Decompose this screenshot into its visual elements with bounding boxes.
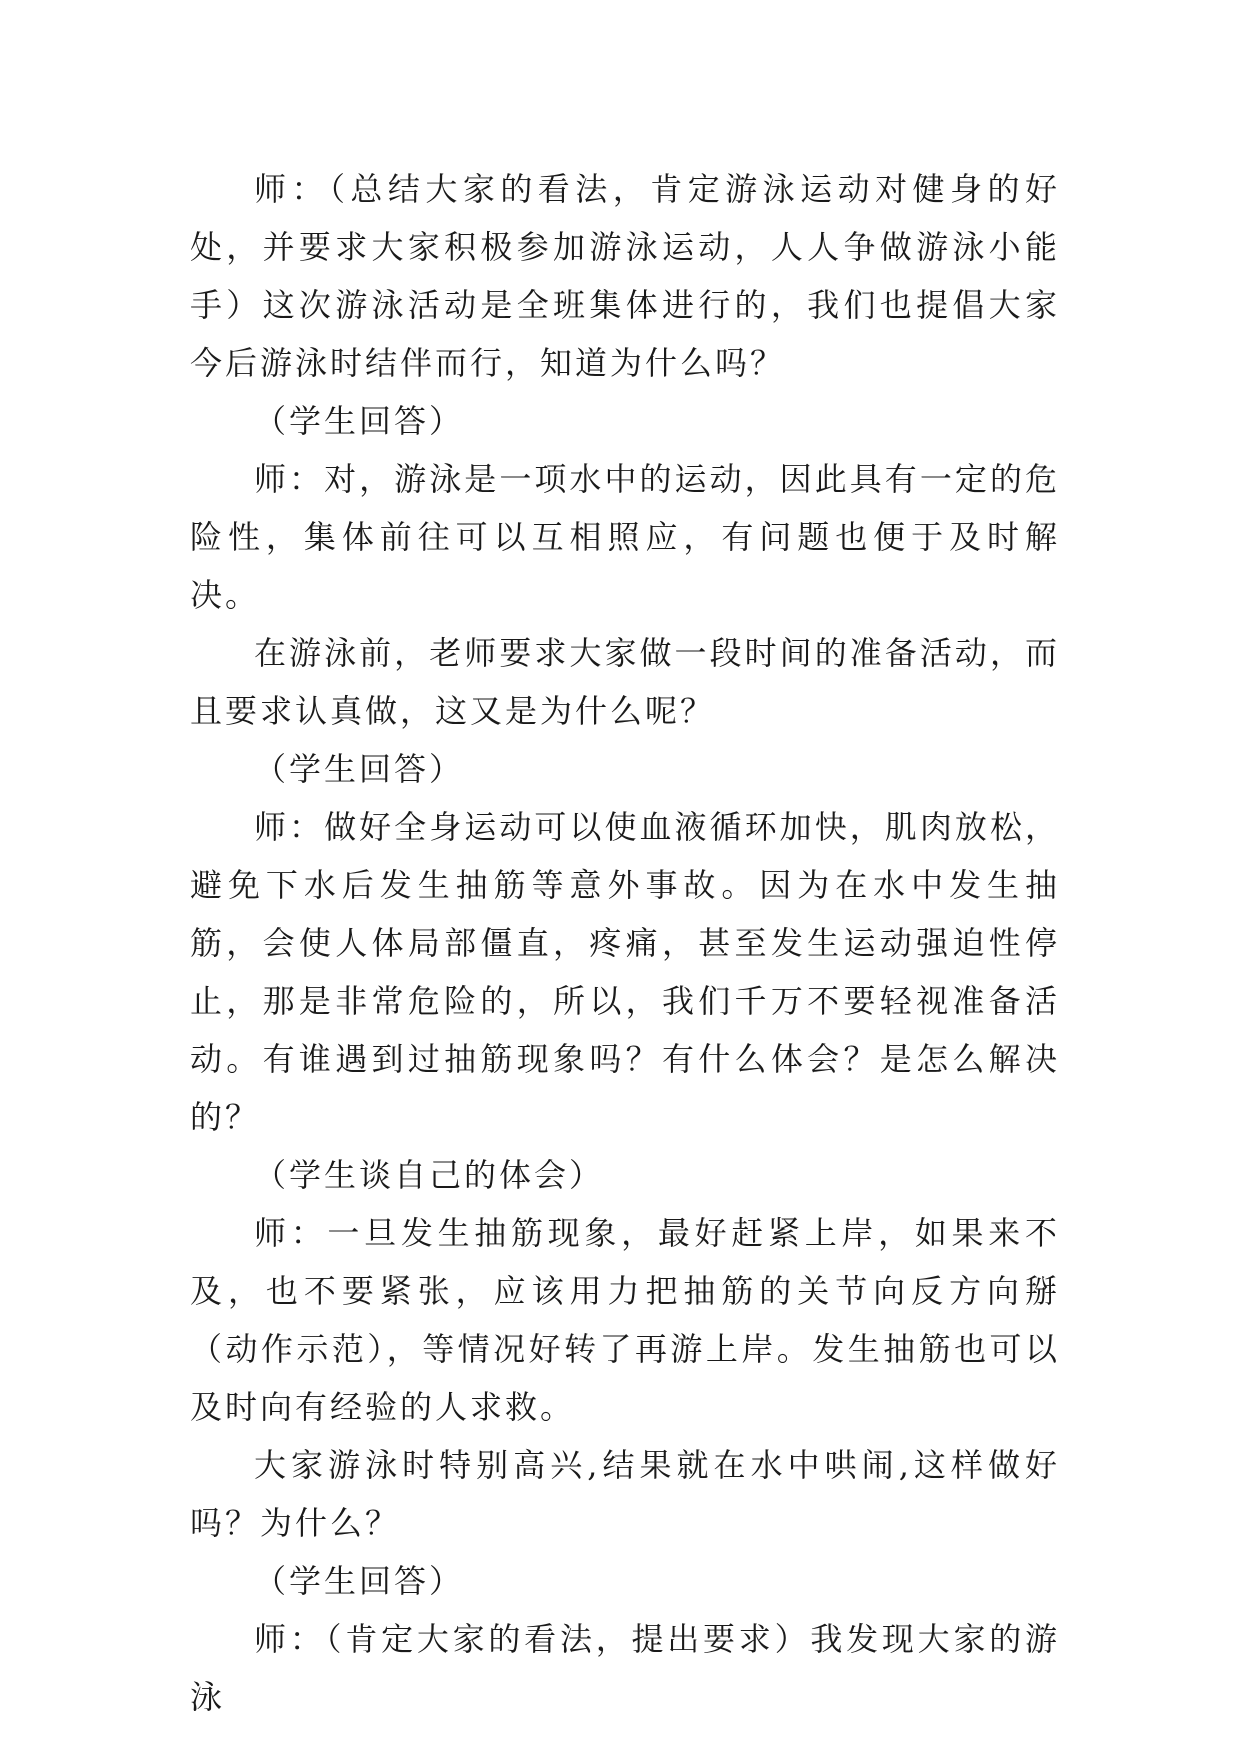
paragraph-teacher-danger: 师：对，游泳是一项水中的运动，因此具有一定的危险性，集体前往可以互相照应，有问题也便于及时解决。 (190, 460, 1060, 614)
paragraph-teacher-summary: 师：（总结大家的看法，肯定游泳运动对健身的好处，并要求大家积极参加游泳运动，人人争做游泳小能手）这次游泳活动是全班集体进行的，我们也提倡大家今后游泳时结伴而行，知道为什么吗？ (190, 170, 1060, 382)
paragraph-student-answer: （学生回答） (254, 1562, 465, 1600)
paragraph-teacher-cramp-handling: 师：一旦发生抽筋现象，最好赶紧上岸，如果来不及，也不要紧张，应该用力把抽筋的关节向反方向掰（动作示范），等情况好转了再游上岸。发生抽筋也可以及时向有经验的人求救。 (190, 1214, 1060, 1426)
paragraph-student-experience: （学生谈自己的体会） (254, 1156, 605, 1194)
paragraph-teacher-cramp: 师：做好全身运动可以使血液循环加快，肌肉放松，避免下水后发生抽筋等意外事故。因为在水中发生抽筋，会使人体局部僵直，疼痛，甚至发生运动强迫性停止，那是非常危险的，所以，我们千万不要轻视准备活动。有谁遇到过抽筋现象吗？有什么体会？是怎么解决的？ (190, 808, 1060, 1136)
document-body (190, 160, 1060, 1726)
paragraph-student-answer: （学生回答） (254, 750, 465, 788)
paragraph-warmup-question: 在游泳前，老师要求大家做一段时间的准备活动，而且要求认真做，这又是为什么呢？ (190, 634, 1060, 730)
paragraph-teacher-requirements: 师：（肯定大家的看法，提出要求）我发现大家的游泳 (190, 1620, 1060, 1716)
paragraph-horseplay-question: 大家游泳时特别高兴,结果就在水中哄闹,这样做好吗？为什么？ (190, 1446, 1060, 1542)
paragraph-student-answer: （学生回答） (254, 402, 465, 440)
